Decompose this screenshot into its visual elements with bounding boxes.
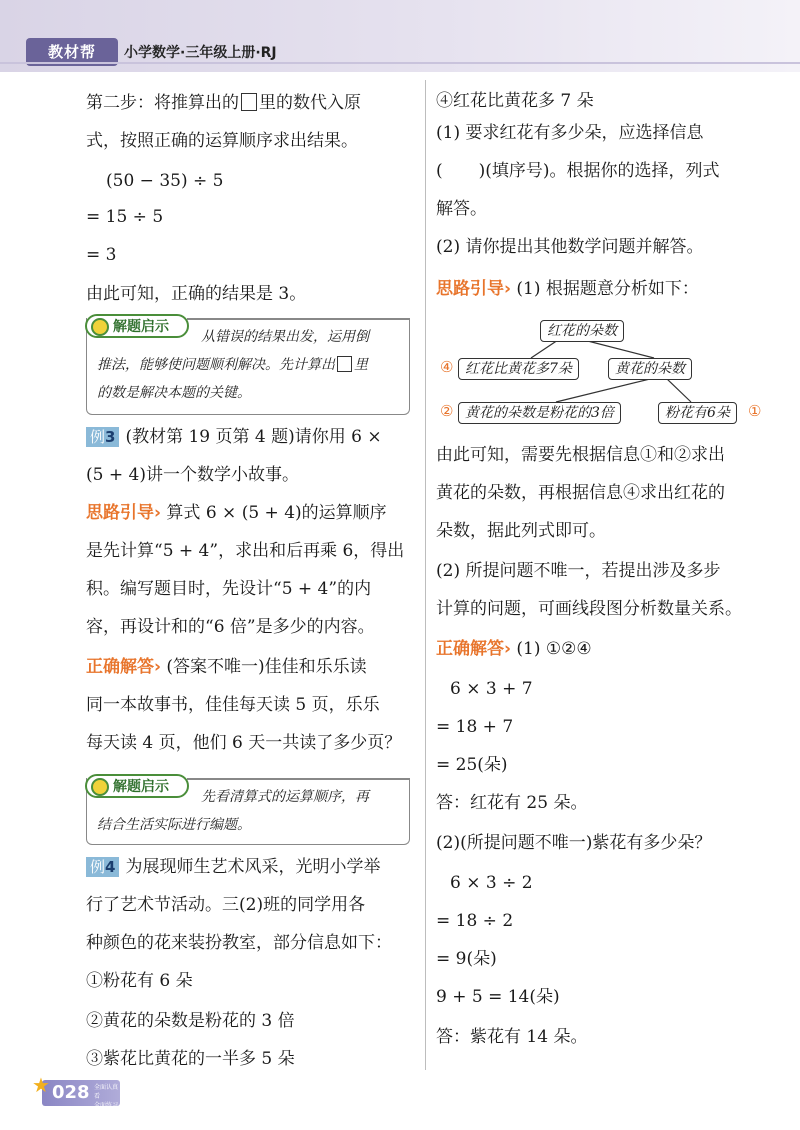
text: 里的数代入原 — [259, 93, 361, 113]
step2-line1 — [86, 92, 361, 114]
tip-text — [97, 356, 368, 374]
circled-number: ② — [440, 402, 454, 420]
step2-line2: 式，按照正确的运算顺序求出结果。 — [86, 131, 358, 151]
question1-line: (1) 要求红花有多少朵，应选择信息 — [436, 123, 704, 143]
tip-text: 先看清算式的运算顺序，再 — [201, 789, 369, 805]
text: (1) ①②④ — [516, 639, 592, 659]
text: ( — [436, 161, 443, 181]
header-divider — [0, 62, 800, 76]
text: 第二步：将推算出的 — [86, 93, 239, 113]
chevron-icon: › — [154, 503, 162, 523]
info-item: ③紫花比黄花的一半多 5 朵 — [86, 1049, 295, 1069]
calc-line: = 18 ÷ 2 — [436, 911, 514, 931]
diagram-node-yellow-count: 黄花的朵数 — [608, 358, 692, 380]
example4-line1 — [86, 856, 380, 878]
text: )(填序号)。根据你的选择，列式 — [478, 161, 720, 181]
chevron-icon: › — [504, 639, 512, 659]
text: (1) 根据题意分析如下： — [516, 279, 699, 299]
calc-line: 6 × 3 ÷ 2 — [450, 873, 533, 893]
info-item: ④红花比黄花多 7 朵 — [436, 91, 594, 111]
lightbulb-icon — [91, 318, 109, 336]
example-badge — [86, 427, 119, 447]
tip-text: 结合生活实际进行编题。 — [97, 817, 251, 833]
star-icon: ★ — [32, 1073, 50, 1097]
calc-line: = 25(朵) — [436, 755, 508, 775]
book-title: 小学数学·三年级上册·RJ — [124, 45, 277, 61]
guide-label: 思路引导 — [86, 503, 154, 523]
page-header — [0, 0, 800, 72]
text: 例 — [90, 858, 106, 876]
tip-badge-label: 解题启示 — [113, 319, 169, 335]
example3-line1 — [86, 426, 382, 448]
example-badge — [86, 857, 119, 877]
calc-line: = 15 ÷ 5 — [86, 207, 164, 227]
tip-badge — [85, 314, 189, 338]
conclusion: 由此可知，正确的结果是 3。 — [86, 284, 307, 304]
circled-number: ④ — [440, 358, 454, 376]
text: (答案不唯一)佳佳和乐乐读 — [166, 657, 367, 677]
calc-line: 6 × 3 + 7 — [450, 679, 533, 699]
text: 全面认真看 — [94, 1084, 119, 1100]
text: 全面练习题 — [94, 1102, 119, 1118]
tip-box — [86, 318, 410, 415]
circled-number: ① — [748, 402, 762, 420]
calc-line: (50 − 35) ÷ 5 — [106, 171, 224, 191]
analysis-line: 黄花的朵数，再根据信息④求出红花的 — [436, 483, 725, 503]
text: 里 — [354, 357, 368, 373]
diagram-node-pink-count: 粉花有6朵 — [658, 402, 737, 424]
example3-line2: (5 + 4)讲一个数学小故事。 — [86, 465, 299, 485]
question2: (2) 请你提出其他数学问题并解答。 — [436, 237, 704, 257]
answer-statement: 答：紫花有 14 朵。 — [436, 1027, 588, 1047]
tip-text: 的数是解决本题的关键。 — [97, 385, 251, 401]
answer-line: 同一本故事书，佳佳每天读 5 页，乐乐 — [86, 695, 380, 715]
info-item: ②黄花的朵数是粉花的 3 倍 — [86, 1011, 295, 1031]
diagram-node-yellow-times: 黄花的朵数是粉花的3倍 — [458, 402, 621, 424]
diagram-node-red-count: 红花的朵数 — [540, 320, 624, 342]
answer-label: 正确解答 — [86, 657, 154, 677]
calc-line: = 18 + 7 — [436, 717, 514, 737]
chevron-icon: › — [154, 657, 162, 677]
tip-topline — [187, 778, 409, 780]
column-divider — [425, 80, 426, 1070]
lightbulb-icon — [91, 778, 109, 796]
answer-line1 — [86, 656, 367, 678]
tip-text: 从错误的结果出发，运用倒 — [201, 329, 369, 345]
answer-line: 每天读 4 页，他们 6 天一共读了多少页？ — [86, 733, 402, 753]
question1-line: 解答。 — [436, 199, 487, 219]
text: 为展现师生艺术风采，光明小学举 — [125, 857, 381, 877]
question2-answer: (2)(所提问题不唯一)紫花有多少朵？ — [436, 833, 712, 853]
tip-topline — [187, 318, 409, 320]
tip-badge-label: 解题启示 — [113, 779, 169, 795]
text: 3 — [105, 428, 116, 446]
diagram-node-red-more: 红花比黄花多7朵 — [458, 358, 579, 380]
answer-statement: 答：红花有 25 朵。 — [436, 793, 588, 813]
guide-label: 思路引导 — [436, 279, 504, 299]
analysis-line: 朵数，据此列式即可。 — [436, 521, 606, 541]
tip-badge — [85, 774, 189, 798]
chevron-icon: › — [504, 279, 512, 299]
analysis-line: 计算的问题，可画线段图分析数量关系。 — [436, 599, 742, 619]
calc-line: = 9(朵) — [436, 949, 497, 969]
text: 例 — [90, 428, 106, 446]
calc-line: 9 + 5 = 14(朵) — [436, 987, 560, 1007]
guide-line: 是先计算“5 + 4”，求出和后再乘 6，得出 — [86, 541, 405, 561]
guide-line1 — [436, 278, 699, 300]
question1-line — [436, 160, 720, 182]
tip-box — [86, 778, 410, 845]
guide-line: 容，再设计和的“6 倍”是多少的内容。 — [86, 617, 375, 637]
text: 推法，能够使问题顺利解决。先计算出 — [97, 357, 335, 373]
page-number-badge — [32, 1073, 120, 1118]
footer-caption — [94, 1083, 120, 1119]
brand-logo: 教材帮 — [26, 38, 118, 66]
analysis-diagram — [436, 316, 776, 436]
text: (教材第 19 页第 4 题)请你用 6 × — [125, 427, 382, 447]
example4-line: 种颜色的花来装扮教室，部分信息如下： — [86, 933, 392, 953]
analysis-line: 由此可知，需要先根据信息①和②求出 — [436, 445, 725, 465]
page-number: 028 — [52, 1082, 90, 1103]
guide-line: 积。编写题目时，先设计“5 + 4”的内 — [86, 579, 372, 599]
example4-line: 行了艺术节活动。三(2)班的同学用各 — [86, 895, 366, 915]
answer-label: 正确解答 — [436, 639, 504, 659]
calc-line: = 3 — [86, 245, 117, 265]
blank-box — [241, 93, 257, 111]
info-item: ①粉花有 6 朵 — [86, 971, 193, 991]
text: 4 — [105, 858, 116, 876]
text: 算式 6 × (5 + 4)的运算顺序 — [166, 503, 387, 523]
guide-line1 — [86, 502, 387, 524]
analysis-line: (2) 所提问题不唯一，若提出涉及多步 — [436, 561, 721, 581]
blank-box — [337, 356, 352, 372]
answer-line1 — [436, 638, 592, 660]
